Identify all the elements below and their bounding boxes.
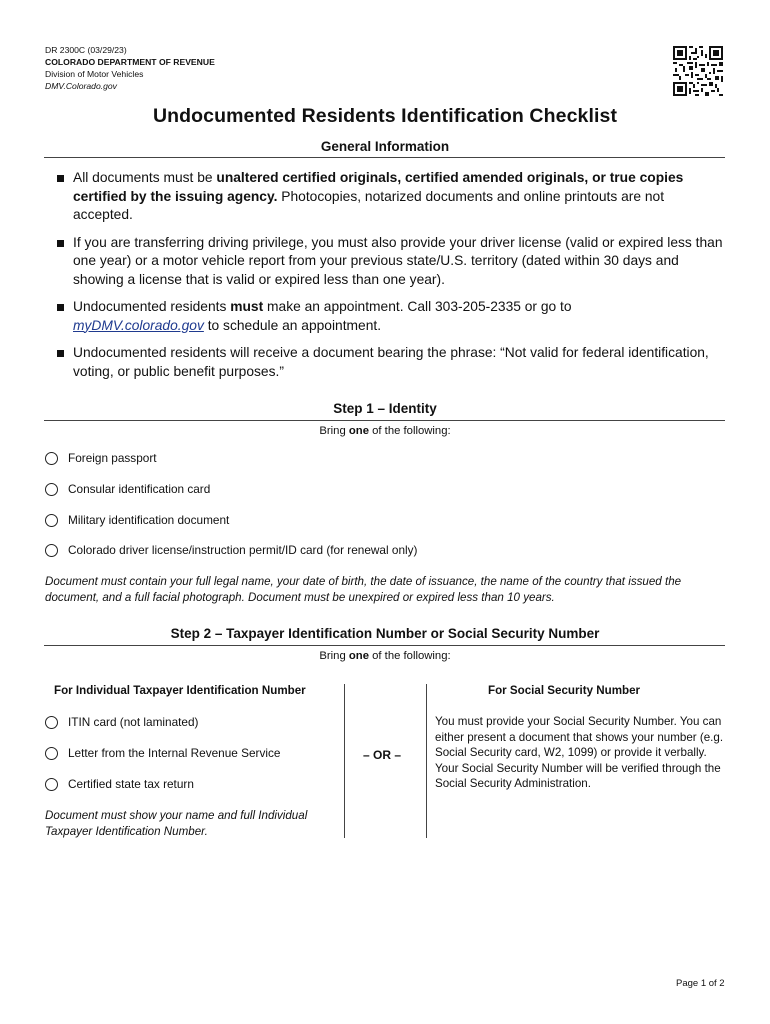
bullet-text: Undocumented residents will receive a document bearing the phrase: “Not valid for federal identification, voting, or public benefit purposes.” [73, 345, 709, 379]
radio-circle-icon[interactable] [45, 514, 58, 527]
bring-text: of the following: [368, 425, 451, 437]
bring-text: of the following: [368, 650, 451, 662]
option-military-id[interactable] [45, 511, 229, 529]
option-label: Letter from the Internal Revenue Service [68, 746, 281, 760]
square-bullet-icon [57, 240, 64, 247]
radio-circle-icon[interactable] [45, 716, 58, 729]
option-irs-letter[interactable] [45, 744, 280, 762]
radio-circle-icon[interactable] [45, 483, 58, 496]
radio-circle-icon[interactable] [45, 747, 58, 760]
radio-circle-icon[interactable] [45, 544, 58, 557]
bullet-text: If you are transferring driving privilege, you must also provide your driver license (valid or expired less than one year) or a motor vehicle report from your previous state/U.S. territory (dated within 30 days and showing a license that is valid or expired less than one year). [73, 234, 723, 287]
form-header [45, 44, 215, 92]
option-foreign-passport[interactable] [45, 449, 157, 467]
website-text: DMV.Colorado.gov [45, 81, 117, 91]
bullet-text: make an appointment. Call 303-205-2335 or go to [263, 299, 572, 314]
ssn-description: You must provide your Social Security Number. You can either present a document that shows your number (e.g. Social Security card, W2, 1099) or provide it verbally. Your Social Security Number will be verified through the Social Security Administration. [435, 715, 724, 791]
square-bullet-icon [57, 304, 64, 311]
or-separator: – OR – [363, 748, 402, 762]
bullet-text: to schedule an appointment. [203, 317, 382, 333]
option-label: Consular identification card [68, 482, 211, 496]
department-name: COLORADO DEPARTMENT OF REVENUE [45, 57, 215, 67]
option-label: Certified state tax return [68, 777, 194, 791]
radio-circle-icon[interactable] [45, 452, 58, 465]
option-colorado-license[interactable] [45, 541, 417, 559]
column-divider-left [344, 684, 345, 838]
option-label: ITIN card (not laminated) [68, 715, 199, 729]
ssn-column-heading: For Social Security Number [488, 684, 641, 697]
option-state-tax-return[interactable] [45, 775, 194, 793]
bullet-text-bold: must [230, 299, 264, 314]
bullet-text: All documents must be [73, 170, 217, 185]
option-label: Colorado driver license/instruction permit/ID card (for renewal only) [68, 543, 418, 557]
step1-note: Document must contain your full legal name, your date of birth, the date of issuance, the name of the country that issued the document, and a full facial photograph. Document must be unexpired or expired less than 10 years. [45, 575, 682, 604]
itin-column-heading: For Individual Taxpayer Identification Number [54, 684, 306, 697]
radio-circle-icon[interactable] [45, 778, 58, 791]
page-number: Page 1 of 2 [676, 978, 725, 989]
option-label: Military identification document [68, 513, 230, 527]
form-id: DR 2300C (03/29/23) [45, 45, 127, 55]
page-title: Undocumented Residents Identification Checklist [152, 105, 618, 127]
itin-note: Document must show your name and full Individual Taxpayer Identification Number. [45, 809, 308, 838]
section-divider [44, 420, 725, 421]
square-bullet-icon [57, 350, 64, 357]
column-divider-right [426, 684, 427, 838]
bullet-text: Undocumented residents [73, 299, 231, 314]
option-consular-card[interactable] [45, 480, 210, 498]
option-label: Foreign passport [68, 451, 157, 465]
step2-heading: Step 2 – Taxpayer Identification Number or Social Security Number [170, 626, 600, 641]
section-divider [44, 157, 725, 158]
step1-heading: Step 1 – Identity [333, 401, 437, 416]
bullet-item [57, 234, 727, 290]
bullet-text-bold: unaltered certified originals, certified amended originals, or true copies certified by the issuing agency. [73, 170, 684, 204]
bullet-item [57, 344, 727, 381]
step1-bring-one [0, 425, 770, 437]
division-name: Division of Motor Vehicles [45, 69, 144, 79]
bullet-item [57, 169, 727, 225]
step2-bring-one [0, 650, 770, 662]
bullet-item [57, 298, 727, 335]
bring-text: Bring [319, 425, 349, 437]
general-bullet-list [57, 169, 727, 390]
option-itin-card[interactable] [45, 713, 198, 731]
mydmv-link[interactable]: myDMV.colorado.gov [73, 317, 204, 333]
bring-text-bold: one [348, 650, 369, 662]
bring-text-bold: one [348, 425, 369, 437]
qr-code-icon [673, 46, 723, 96]
bullet-text: Photocopies, notarized documents and online printouts are not accepted. [73, 188, 665, 222]
general-information-heading: General Information [320, 139, 450, 154]
bring-text: Bring [319, 650, 349, 662]
square-bullet-icon [57, 175, 64, 182]
section-divider [44, 645, 725, 646]
